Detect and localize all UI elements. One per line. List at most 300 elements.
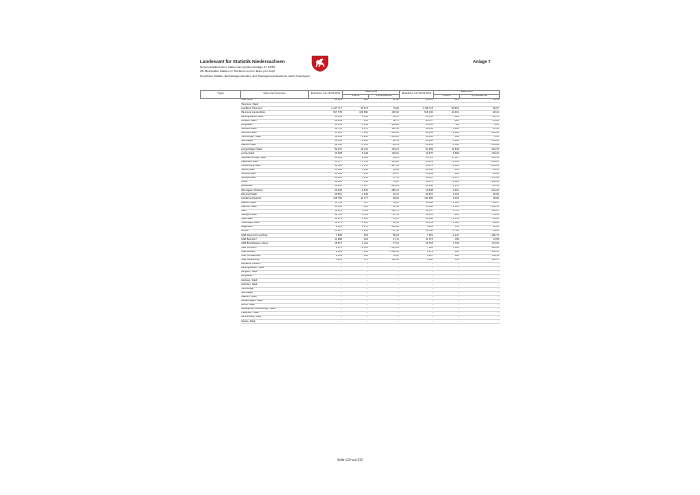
value-cell: - 2 991 <box>434 189 460 193</box>
header-saldo-2014: Saldo 2014 <box>434 91 500 95</box>
value-cell: 21,32 <box>460 127 500 131</box>
value-cell: - 130,44 <box>460 152 500 156</box>
header-einwohner-2013: Einwohner zum 30.06.2013 <box>309 91 343 99</box>
value-cell: 40 567 <box>400 193 434 197</box>
value-cell: - <box>309 283 343 287</box>
value-cell: 28 597 <box>400 176 434 180</box>
value-cell: 43 388 <box>309 152 343 156</box>
value-cell: - <box>309 320 343 324</box>
value-cell: - <box>460 267 500 271</box>
value-cell: 156 <box>434 226 460 230</box>
municipality-name: Neustadt am Rübenberge, Stadt <box>241 307 309 311</box>
value-cell: 1 121 <box>434 246 460 250</box>
value-cell: 44,18 <box>369 168 400 172</box>
municipality-name: Hemmingen <box>241 287 309 291</box>
value-cell: - <box>369 320 400 324</box>
value-cell: - <box>343 267 369 271</box>
municipality-name: SGB Siedenburg <box>241 258 309 262</box>
value-cell: - <box>460 299 500 303</box>
value-cell: 1 118 713 <box>400 107 434 111</box>
municipality-name: Bassum,Stadt <box>241 201 309 205</box>
value-cell: 24 275 <box>309 217 343 221</box>
value-cell: 29 507 <box>400 119 434 123</box>
municipality-name: Wunstorf,Stadt <box>241 193 309 197</box>
value-cell: - <box>434 267 460 271</box>
value-cell: - <box>369 267 400 271</box>
value-cell: - <box>434 275 460 279</box>
value-cell: 9 879 <box>400 250 434 254</box>
value-cell: 12 635 <box>434 148 460 152</box>
value-cell: - 171,89 <box>460 176 500 180</box>
value-cell: - <box>434 287 460 291</box>
value-cell: 12 605 <box>400 213 434 217</box>
value-cell: 515 230 <box>400 111 434 115</box>
value-cell: 37,41 <box>369 176 400 180</box>
appendix-label: Anlage 7 <box>473 59 491 64</box>
value-cell: - <box>343 312 369 316</box>
value-cell: - <box>369 262 400 266</box>
value-cell: - <box>369 299 400 303</box>
value-cell: 6 687 <box>400 254 434 258</box>
table-body <box>201 99 500 324</box>
value-cell: - <box>309 267 343 271</box>
value-cell: 158 <box>434 238 460 242</box>
value-cell: - 147,81 <box>369 164 400 168</box>
value-cell: - <box>343 291 369 295</box>
value-cell: 325 <box>434 99 460 103</box>
value-cell: - 1 885 <box>434 201 460 205</box>
value-cell: 30,47 <box>369 193 400 197</box>
municipality-name: Stuhr <box>241 209 309 213</box>
municipality-name: Gehrden,Stadt <box>241 131 309 135</box>
value-cell: 507 735 <box>309 111 343 115</box>
value-cell: - <box>309 279 343 283</box>
value-cell: - 3 540 <box>343 189 369 193</box>
value-cell: 204 <box>343 238 369 242</box>
value-cell: 42 870 <box>400 152 434 156</box>
value-cell: 14 177 <box>343 197 369 201</box>
value-cell: 1 246 <box>343 193 369 197</box>
page-footer: Seite 120 von 232 <box>337 458 363 462</box>
value-cell: - 54,51 <box>369 217 400 221</box>
value-cell: - 586 <box>434 250 460 254</box>
value-cell: 2 516 <box>343 156 369 160</box>
value-cell: 48,44 <box>460 111 500 115</box>
municipality-name: Hannover,Landeshptst. <box>241 111 309 115</box>
value-cell: - 2 513 <box>343 246 369 250</box>
value-cell: 1 385,00 <box>369 250 400 254</box>
value-cell: 15 871 <box>309 242 343 246</box>
value-cell: - <box>400 267 434 271</box>
value-cell: 537 <box>343 201 369 205</box>
value-cell: - <box>343 320 369 324</box>
value-cell: - <box>343 271 369 275</box>
value-cell: 22 960 <box>400 140 434 144</box>
value-cell: - <box>369 295 400 299</box>
value-cell: - 1 114 <box>343 213 369 217</box>
value-cell: 9 883 <box>309 250 343 254</box>
value-cell: - <box>343 307 369 311</box>
value-cell: 35,10 <box>369 254 400 258</box>
value-cell: 24 919 <box>434 111 460 115</box>
value-cell: 211 695 <box>400 197 434 201</box>
value-cell: - <box>369 316 400 320</box>
value-cell: - <box>460 271 500 275</box>
municipality-name: Garbsen,Stadt <box>241 127 309 131</box>
value-cell: - <box>460 316 500 320</box>
value-cell: - <box>400 316 434 320</box>
value-cell: 44,65 <box>369 156 400 160</box>
value-cell: 18 684 <box>309 136 343 140</box>
value-cell: 463 <box>343 234 369 238</box>
value-cell: 10 141 <box>343 148 369 152</box>
municipality-name: Laatzen, Stadt <box>241 295 309 299</box>
value-cell: - <box>460 287 500 291</box>
value-cell: 212,08 <box>369 226 400 230</box>
value-cell: 44 062 <box>309 156 343 160</box>
value-cell: - <box>369 275 400 279</box>
municipality-name: SGB Altes Amt Lemförde <box>241 234 309 238</box>
value-cell: - <box>343 316 369 320</box>
value-cell: - <box>400 312 434 316</box>
value-cell: - <box>400 295 434 299</box>
value-cell: - 4 982 <box>434 131 460 135</box>
value-cell: 123,97 <box>460 258 500 262</box>
municipality-name: Uetze <box>241 181 309 185</box>
value-cell: 13 977 <box>309 160 343 164</box>
value-cell: 143,58 <box>460 246 500 250</box>
value-cell: 23 089 <box>400 172 434 176</box>
value-cell: - <box>400 283 434 287</box>
value-cell: 33 048 <box>309 168 343 172</box>
value-cell: - 3 629 <box>434 181 460 185</box>
value-cell: 480 <box>434 172 460 176</box>
value-cell: - 280,14 <box>369 189 400 193</box>
value-cell: 12 275 <box>309 222 343 226</box>
value-cell: - 282,74 <box>460 234 500 238</box>
table-row <box>201 320 500 324</box>
municipality-name: Seelze, Stadt <box>241 320 309 324</box>
value-cell: - <box>369 312 400 316</box>
municipality-name: SGB Selze <box>241 99 309 103</box>
value-cell: 1 107 717 <box>309 107 343 111</box>
value-cell: - <box>369 271 400 275</box>
municipality-name: Wagenfeld <box>241 226 309 230</box>
value-cell: - <box>369 307 400 311</box>
value-cell: - <box>343 295 369 299</box>
value-cell: - <box>343 303 369 307</box>
value-cell: - 6 924 <box>434 164 460 168</box>
value-cell: - 622 <box>434 115 460 119</box>
municipality-name: Garbsen, Stadt <box>241 279 309 283</box>
value-cell: 51 659 <box>400 148 434 152</box>
value-cell: - <box>434 279 460 283</box>
value-cell: 2 745 <box>434 242 460 246</box>
municipality-name: Pattensen, Stadt <box>241 312 309 316</box>
municipality-name: Langenhagen,Stadt <box>241 148 309 152</box>
municipality-name: Wennigsen (Deister) <box>241 189 309 193</box>
value-cell: 11 688 <box>309 238 343 242</box>
value-cell: - 96,17 <box>460 201 500 205</box>
value-cell: - <box>460 312 500 316</box>
value-cell: - 2 614 <box>434 205 460 209</box>
value-cell: - <box>343 275 369 279</box>
value-cell: 6 956 <box>309 226 343 230</box>
municipality-name: Landkreis Diepholz <box>241 197 309 201</box>
value-cell: - <box>343 262 369 266</box>
value-cell: 15 761 <box>309 201 343 205</box>
value-cell: - <box>309 271 343 275</box>
header-saldo-2013: Saldo 2013 <box>343 91 400 95</box>
value-cell: - <box>369 291 400 295</box>
value-cell: 286,74 <box>369 209 400 213</box>
value-cell: - 4 035 <box>343 144 369 148</box>
value-cell: - 821 <box>434 213 460 217</box>
value-cell: 12 726 <box>309 213 343 217</box>
municipality-name: Syke,Stadt <box>241 217 309 221</box>
header-einwohner-2014: Einwohner zum 30.06.2014 <box>400 91 434 99</box>
municipality-name: Langenhagen, Stadt <box>241 299 309 303</box>
value-cell: - <box>309 312 343 316</box>
value-cell: - <box>400 299 434 303</box>
value-cell: - 125,28 <box>369 160 400 164</box>
value-cell: - 40,53 <box>460 185 500 189</box>
value-cell: 14 463 <box>400 131 434 135</box>
value-cell: 110,53 <box>369 127 400 131</box>
value-cell: - 79,28 <box>369 181 400 185</box>
value-cell: - 363,05 <box>369 131 400 135</box>
value-cell: - 233 <box>343 172 369 176</box>
value-cell: 48,47 <box>369 115 400 119</box>
municipality-name: Diepholz,Stadt <box>241 205 309 209</box>
value-cell: 13,58 <box>460 238 500 242</box>
typus-cell <box>201 320 241 324</box>
municipality-name: Isernhagen <box>241 291 309 295</box>
value-cell: - <box>434 291 460 295</box>
value-cell: - <box>460 320 500 324</box>
value-cell: 40 168 <box>309 144 343 148</box>
value-cell: 40 951 <box>309 193 343 197</box>
value-cell: - 1 452 <box>343 230 369 234</box>
value-cell: - 1 024 <box>434 222 460 226</box>
value-cell: - 5 128 <box>343 152 369 156</box>
value-cell: - 1 135 <box>434 185 460 189</box>
value-cell: - <box>309 316 343 320</box>
value-cell: 29 236 <box>309 185 343 189</box>
value-cell: - <box>460 307 500 311</box>
municipality-name: Burgwedel <box>241 275 309 279</box>
value-cell: - 265,25 <box>460 160 500 164</box>
value-cell: 8,01 <box>460 136 500 140</box>
value-cell: - 250,22 <box>369 136 400 140</box>
value-cell: - 5 917 <box>343 185 369 189</box>
value-cell: 174,02 <box>460 242 500 246</box>
value-cell: - 253,82 <box>460 140 500 144</box>
value-cell: - <box>309 262 343 266</box>
municipality-name: Wedemark <box>241 185 309 189</box>
value-cell: - 1 025 <box>343 222 369 226</box>
value-cell: 4 753 <box>434 209 460 213</box>
value-cell: 102,11 <box>460 254 500 258</box>
value-cell: 6 663 <box>309 254 343 258</box>
value-cell: 70,84 <box>369 107 400 111</box>
value-cell: 59,23 <box>369 234 400 238</box>
value-cell: 571 <box>343 258 369 262</box>
value-cell: 23 192 <box>309 172 343 176</box>
value-cell: 7 981 <box>400 234 434 238</box>
municipality-name: Lehrte, Stadt <box>241 303 309 307</box>
municipality-name: SGB Schwaförden <box>241 254 309 258</box>
value-cell: - <box>400 275 434 279</box>
value-cell: - 923 <box>434 119 460 123</box>
value-cell: 22,40 <box>460 226 500 230</box>
value-cell: - <box>434 316 460 320</box>
value-cell: 30,54 <box>460 99 500 103</box>
value-cell: - 84,22 <box>460 222 500 226</box>
value-cell: - 158 <box>343 181 369 185</box>
value-cell: 148 <box>434 136 460 140</box>
municipality-name: SGB Barnstorf <box>241 238 309 242</box>
value-cell: - 4 618 <box>343 136 369 140</box>
value-cell: - 3 451 <box>343 164 369 168</box>
header-tsd-2014: 1.000 € <box>434 95 460 99</box>
value-cell: 11 673 <box>400 238 434 242</box>
subtitle-line-3: Kreisfreie Städte, Einheitsgemeinden und Samtgemeindeebene nach Kreistypen <box>200 73 311 78</box>
value-cell: 18 443 <box>400 136 434 140</box>
value-cell: - 99,59 <box>369 144 400 148</box>
value-cell: - <box>309 275 343 279</box>
value-cell: - 31,38 <box>369 205 400 209</box>
value-cell: - 5 306 <box>343 131 369 135</box>
value-cell: 17,11 <box>369 238 400 242</box>
value-cell: - 3 646 <box>434 160 460 164</box>
value-cell: 215 750 <box>309 197 343 201</box>
value-cell: - <box>369 283 400 287</box>
value-cell: 6 373 <box>343 127 369 131</box>
municipality-name: Neustadt a.Rbge.,Stadt <box>241 156 309 160</box>
value-cell: 680 <box>434 254 460 258</box>
value-cell: 404,53 <box>460 156 500 160</box>
value-cell: 29 889 <box>309 119 343 123</box>
value-cell: 30 398 <box>400 230 434 234</box>
header-per-capita-2013: € je Einwohner <box>369 95 400 99</box>
value-cell: 60 713 <box>309 127 343 131</box>
value-cell: - <box>369 303 400 307</box>
value-cell: 7 816 <box>400 246 434 250</box>
municipality-name: Hemmingen, Stadt <box>241 136 309 140</box>
value-cell: 23 948 <box>400 217 434 221</box>
municipality-name: SGB Bruchhausen-Vilsen <box>241 242 309 246</box>
value-cell: - 1 323 <box>343 217 369 221</box>
municipality-name: Landkreis Hameln <box>241 262 309 266</box>
municipality-name: Lehrte,Stadt <box>241 152 309 156</box>
municipality-name: Seelze,Stadt <box>241 168 309 172</box>
value-cell: 15 880 <box>400 205 434 209</box>
value-cell: - 1 791 <box>343 160 369 164</box>
value-cell: - 102,13 <box>460 250 500 254</box>
municipality-name: Sehnde,Stadt <box>241 172 309 176</box>
municipality-name: Pattensen,Stadt <box>241 160 309 164</box>
municipality-name: Burgwedel <box>241 123 309 127</box>
value-cell: 194,13 <box>369 148 400 152</box>
value-cell: - 344,95 <box>460 131 500 135</box>
value-cell: 32 821 <box>309 209 343 213</box>
value-cell: - 5,29 <box>460 123 500 127</box>
value-cell: 465 <box>343 254 369 258</box>
value-cell: - 5 590 <box>434 152 460 156</box>
finance-table <box>200 90 500 324</box>
value-cell: - <box>434 262 460 266</box>
municipality-name: Isernhagen <box>241 140 309 144</box>
value-cell: - 2 247 <box>434 234 460 238</box>
value-cell: - <box>343 279 369 283</box>
municipality-name: Barsinghausen, Stadt <box>241 267 309 271</box>
value-cell: 19 874 <box>400 181 434 185</box>
value-cell: 13 919 <box>400 160 434 164</box>
municipality-name: Burgdorf,Stadt <box>241 119 309 123</box>
value-cell: - <box>434 303 460 307</box>
value-cell: - 310,05 <box>369 246 400 250</box>
value-cell: - <box>369 279 400 283</box>
municipality-name: Burgdorf, Stadt <box>241 271 309 275</box>
value-cell: 21,48 <box>369 99 400 103</box>
value-cell: 20 452 <box>309 123 343 127</box>
value-cell: - <box>434 299 460 303</box>
value-cell: 8 222 <box>434 197 460 201</box>
value-cell: 7 858 <box>309 234 343 238</box>
value-cell: 145,97 <box>460 209 500 213</box>
municipality-name: Ronnenberg, Stadt <box>241 316 309 320</box>
value-cell: 1 474 <box>343 226 369 230</box>
value-cell: 13 838 <box>400 189 434 193</box>
value-cell: - <box>343 287 369 291</box>
value-cell: - <box>460 275 500 279</box>
value-cell: - 118,01 <box>369 152 400 156</box>
value-cell: 17 327 <box>434 156 460 160</box>
municipality-name: Landkreis Hannover <box>241 107 309 111</box>
municipality-name: Weyhe <box>241 230 309 234</box>
value-cell: - 136,02 <box>460 144 500 148</box>
value-cell: - 83,53 <box>369 222 400 226</box>
value-cell: - <box>309 299 343 303</box>
value-cell: - 295,29 <box>460 164 500 168</box>
value-cell: - 182,44 <box>460 181 500 185</box>
value-cell: - <box>460 295 500 299</box>
value-cell: - <box>400 262 434 266</box>
value-cell: - <box>460 279 500 283</box>
value-cell: 912 <box>343 119 369 123</box>
subtitle-line-1: Kommunalfinanzen: Daten der großen Anlage 17 1838 <box>200 65 275 69</box>
value-cell: - <box>400 320 434 324</box>
value-cell: 12 161 <box>400 222 434 226</box>
value-cell: - <box>434 295 460 299</box>
value-cell: - 87,56 <box>369 213 400 217</box>
value-cell: 1 622 <box>343 115 369 119</box>
value-cell: - 5 383 <box>434 144 460 148</box>
value-cell: - <box>309 307 343 311</box>
value-cell: 33,61 <box>369 201 400 205</box>
value-cell: - <box>369 287 400 291</box>
value-cell: 32,71 <box>369 119 400 123</box>
value-cell: - 31,28 <box>460 119 500 123</box>
value-cell: - 163,53 <box>460 205 500 209</box>
value-cell: 222 <box>343 99 369 103</box>
document-header <box>200 59 495 78</box>
value-cell: 14 614 <box>309 131 343 135</box>
header-name: Name der Kommune <box>241 91 309 99</box>
value-cell: - <box>460 291 500 295</box>
value-cell: - 98 <box>434 123 460 127</box>
